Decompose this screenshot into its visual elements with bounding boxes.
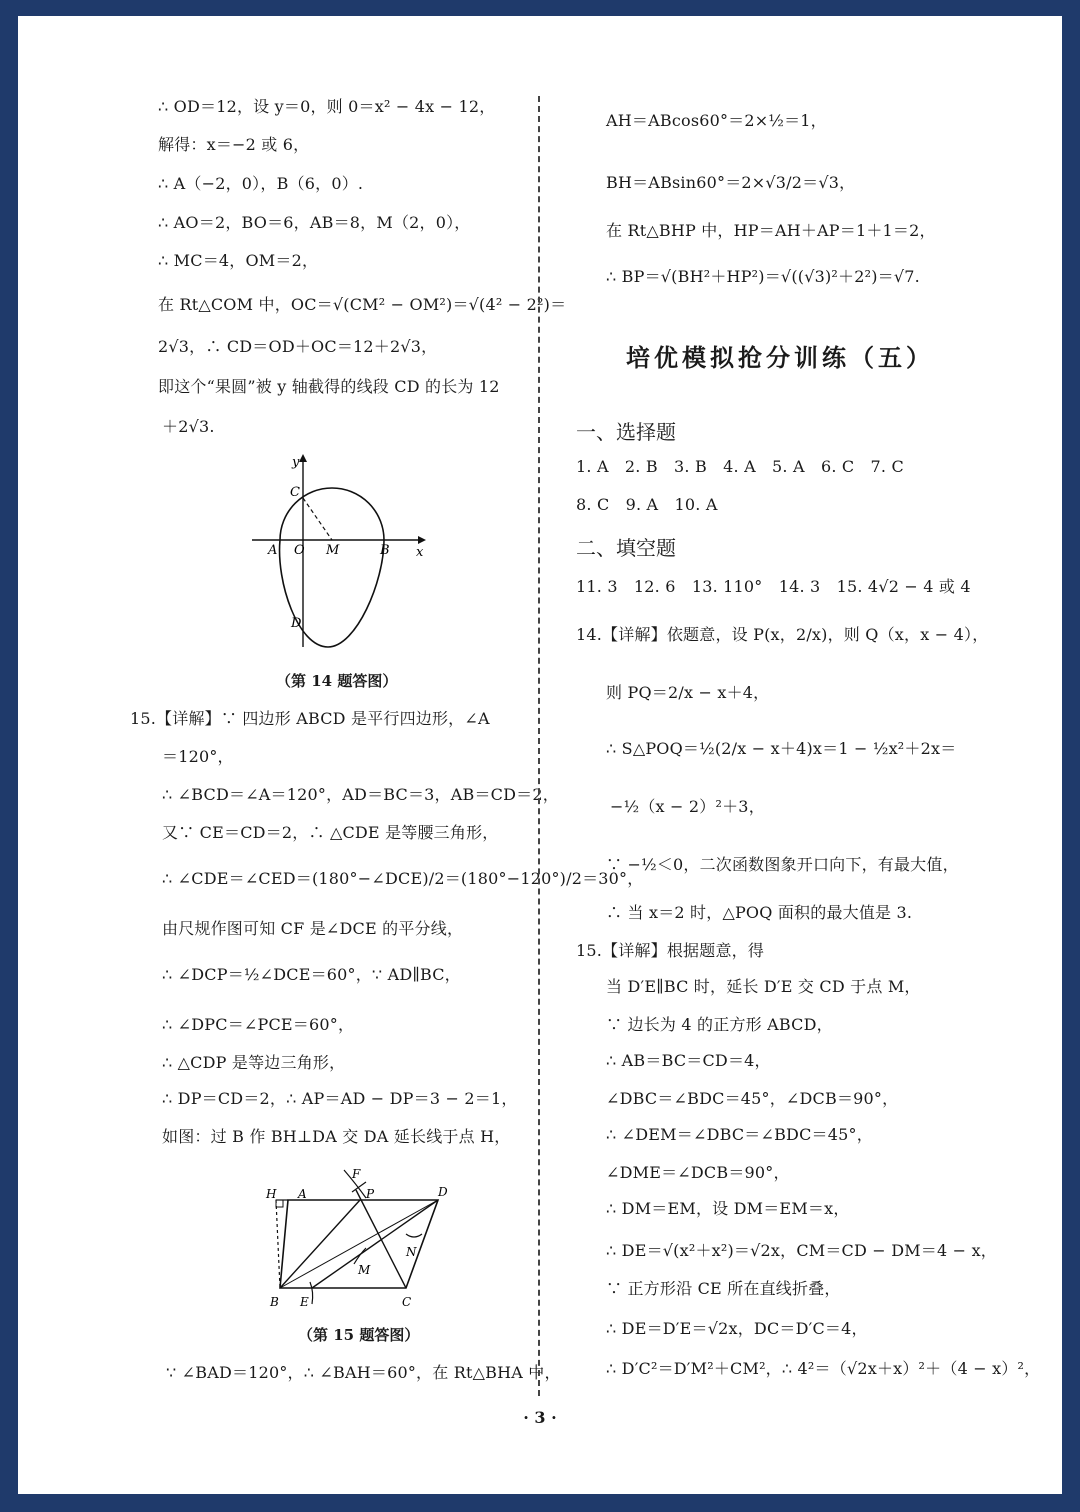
fig15-label-e: E: [300, 1295, 309, 1309]
document-page: [18, 16, 1062, 1494]
fig14-label-c: C: [290, 485, 300, 500]
fig15-segment-bh: [276, 1200, 280, 1288]
fig15-right-angle: [276, 1200, 283, 1207]
fig14-label-o: O: [294, 543, 305, 558]
right-line-20: ∵ 正方形沿 CE 所在直线折叠，: [606, 1279, 841, 1298]
right-line-4: ∴ BP＝√(BH²＋HP²)＝√((√3)²＋2²)＝√7.: [606, 267, 920, 286]
fig14-label-a: A: [268, 543, 278, 558]
right-line-16: ∴ ∠DEM＝∠DBC＝∠BDC＝45°，: [606, 1125, 873, 1144]
figure-15-diagram: [256, 1164, 456, 1312]
heading-choice: 一、选择题: [576, 420, 676, 444]
left-line-3: ∴ A（−2，0），B（6，0）.: [158, 174, 364, 193]
left-line-4: ∴ AO＝2，BO＝6，AB＝8，M（2，0），: [158, 213, 471, 232]
fig15-arc-e: [310, 1282, 313, 1304]
right-line-8: −½（x − 2）²＋3，: [610, 797, 765, 816]
left-line-1: ∴ OD＝12，设 y＝0，则 0＝x² − 4x − 12，: [158, 97, 496, 116]
left-line-10: 15.【详解】∵ 四边形 ABCD 是平行四边形，∠A: [130, 709, 490, 728]
figure-14-diagram: [238, 452, 428, 652]
heading-fill: 二、填空题: [576, 536, 676, 560]
right-line-5: 14.【详解】依题意，设 P(x，2/x)，则 Q（x，x − 4），: [576, 625, 989, 644]
left-line-11: ＝120°，: [162, 747, 234, 766]
right-line-11: 15.【详解】根据题意，得: [576, 941, 765, 960]
right-line-6: 则 PQ＝2/x − x＋4，: [606, 683, 770, 702]
left-line-5: ∴ MC＝4，OM＝2，: [158, 251, 319, 270]
fig14-label-x: x: [416, 545, 424, 560]
right-line-10: ∴ 当 x＝2 时，△POQ 面积的最大值是 3.: [606, 903, 913, 922]
left-line-18: ∴ △CDP 是等边三角形，: [162, 1053, 346, 1072]
right-line-19: ∴ DE＝√(x²＋x²)＝√2x，CM＝CD − DM＝4 − x，: [606, 1241, 997, 1260]
right-line-22: ∴ D′C²＝D′M²＋CM²，∴ 4²＝（√2x＋x）²＋（4 − x）²，: [606, 1359, 1041, 1378]
left-line-13: 又∵ CE＝CD＝2，∴ △CDE 是等腰三角形，: [162, 823, 499, 842]
left-line-12: ∴ ∠BCD＝∠A＝120°，AD＝BC＝3，AB＝CD＝2，: [162, 785, 559, 804]
left-last-line: ∵ ∠BAD＝120°，∴ ∠BAH＝60°，在 Rt△BHA 中，: [166, 1363, 561, 1382]
left-line-9: ＋2√3.: [162, 417, 215, 436]
fig15-label-f: F: [352, 1167, 361, 1181]
fig15-label-p: P: [366, 1187, 375, 1201]
right-line-3: 在 Rt△BHP 中，HP＝AH＋AP＝1＋1＝2，: [606, 221, 936, 240]
fig14-segment-cm: [303, 498, 332, 540]
column-divider: [538, 96, 540, 1396]
fig14-label-m: M: [326, 543, 340, 558]
fig14-label-b: B: [380, 543, 390, 558]
fig15-label-d: D: [438, 1185, 448, 1199]
fig15-label-n: N: [406, 1245, 417, 1259]
right-line-13: ∵ 边长为 4 的正方形 ABCD，: [606, 1015, 833, 1034]
right-line-17: ∠DME＝∠DCB＝90°，: [606, 1163, 790, 1182]
fig15-label-b: B: [270, 1295, 279, 1309]
right-line-15: ∠DBC＝∠BDC＝45°，∠DCB＝90°，: [606, 1089, 899, 1108]
right-line-1: AH＝ABcos60°＝2×½＝1，: [606, 111, 827, 130]
section-title: 培优模拟抢分训练（五）: [626, 344, 934, 372]
left-line-7: 2√3，∴ CD＝OD＋OC＝12＋2√3，: [158, 337, 438, 356]
answers-choice-2: 8. C 9. A 10. A: [576, 495, 718, 514]
fig15-label-c: C: [402, 1295, 412, 1309]
figure-15-caption: （第 15 题答图）: [298, 1326, 420, 1344]
page-number: · 3 ·: [523, 1408, 557, 1427]
right-line-21: ∴ DE＝D′E＝√2x，DC＝D′C＝4，: [606, 1319, 868, 1338]
fig15-arc-f2: [352, 1182, 366, 1192]
fig15-arc-m: [354, 1248, 366, 1264]
fig14-y-arrow: [299, 454, 307, 462]
right-line-12: 当 D′E∥BC 时，延长 D′E 交 CD 于点 M，: [606, 977, 921, 996]
fig15-segment-bp: [280, 1200, 360, 1288]
left-line-16: ∴ ∠DCP＝½∠DCE＝60°，∵ AD∥BC，: [162, 965, 461, 984]
left-line-19: ∴ DP＝CD＝2，∴ AP＝AD − DP＝3 − 2＝1，: [162, 1089, 518, 1108]
right-line-7: ∴ S△POQ＝½(2/x − x＋4)x＝1 − ½x²＋2x＝: [606, 739, 957, 758]
left-line-8: 即这个“果圆”被 y 轴截得的线段 CD 的长为 12: [158, 377, 500, 396]
fig15-label-m: M: [358, 1263, 371, 1277]
fig14-label-y: y: [292, 455, 300, 470]
right-line-9: ∵ −½＜0，二次函数图象开口向下，有最大值，: [606, 855, 959, 874]
fig14-x-arrow: [418, 536, 426, 544]
left-line-2: 解得：x＝−2 或 6，: [158, 135, 310, 154]
left-line-17: ∴ ∠DPC＝∠PCE＝60°，: [162, 1015, 355, 1034]
answers-fill: 11. 3 12. 6 13. 110° 14. 3 15. 4√2 − 4 或 4: [576, 577, 971, 596]
fig15-label-a: A: [298, 1187, 307, 1201]
fig15-segment-ed: [312, 1200, 438, 1288]
fig15-label-h: H: [266, 1187, 277, 1201]
right-line-2: BH＝ABsin60°＝2×√3/2＝√3，: [606, 173, 856, 192]
right-line-14: ∴ AB＝BC＝CD＝4，: [606, 1051, 771, 1070]
left-line-15: 由尺规作图可知 CF 是∠DCE 的平分线，: [162, 919, 464, 938]
left-line-14: ∴ ∠CDE＝∠CED＝(180°−∠DCE)/2＝(180°−120°)/2＝30°，: [162, 869, 644, 888]
fig15-arc-n: [406, 1234, 422, 1237]
answers-choice-1: 1. A 2. B 3. B 4. A 5. A 6. C 7. C: [576, 457, 904, 476]
fig14-label-d: D: [291, 616, 302, 631]
right-line-18: ∴ DM＝EM，设 DM＝EM＝x，: [606, 1199, 850, 1218]
figure-14-caption: （第 14 题答图）: [276, 672, 398, 690]
left-line-6: 在 Rt△COM 中，OC＝√(CM² − OM²)＝√(4² − 2²)＝: [158, 295, 567, 314]
left-line-20: 如图：过 B 作 BH⊥DA 交 DA 延长线于点 H，: [162, 1127, 511, 1146]
